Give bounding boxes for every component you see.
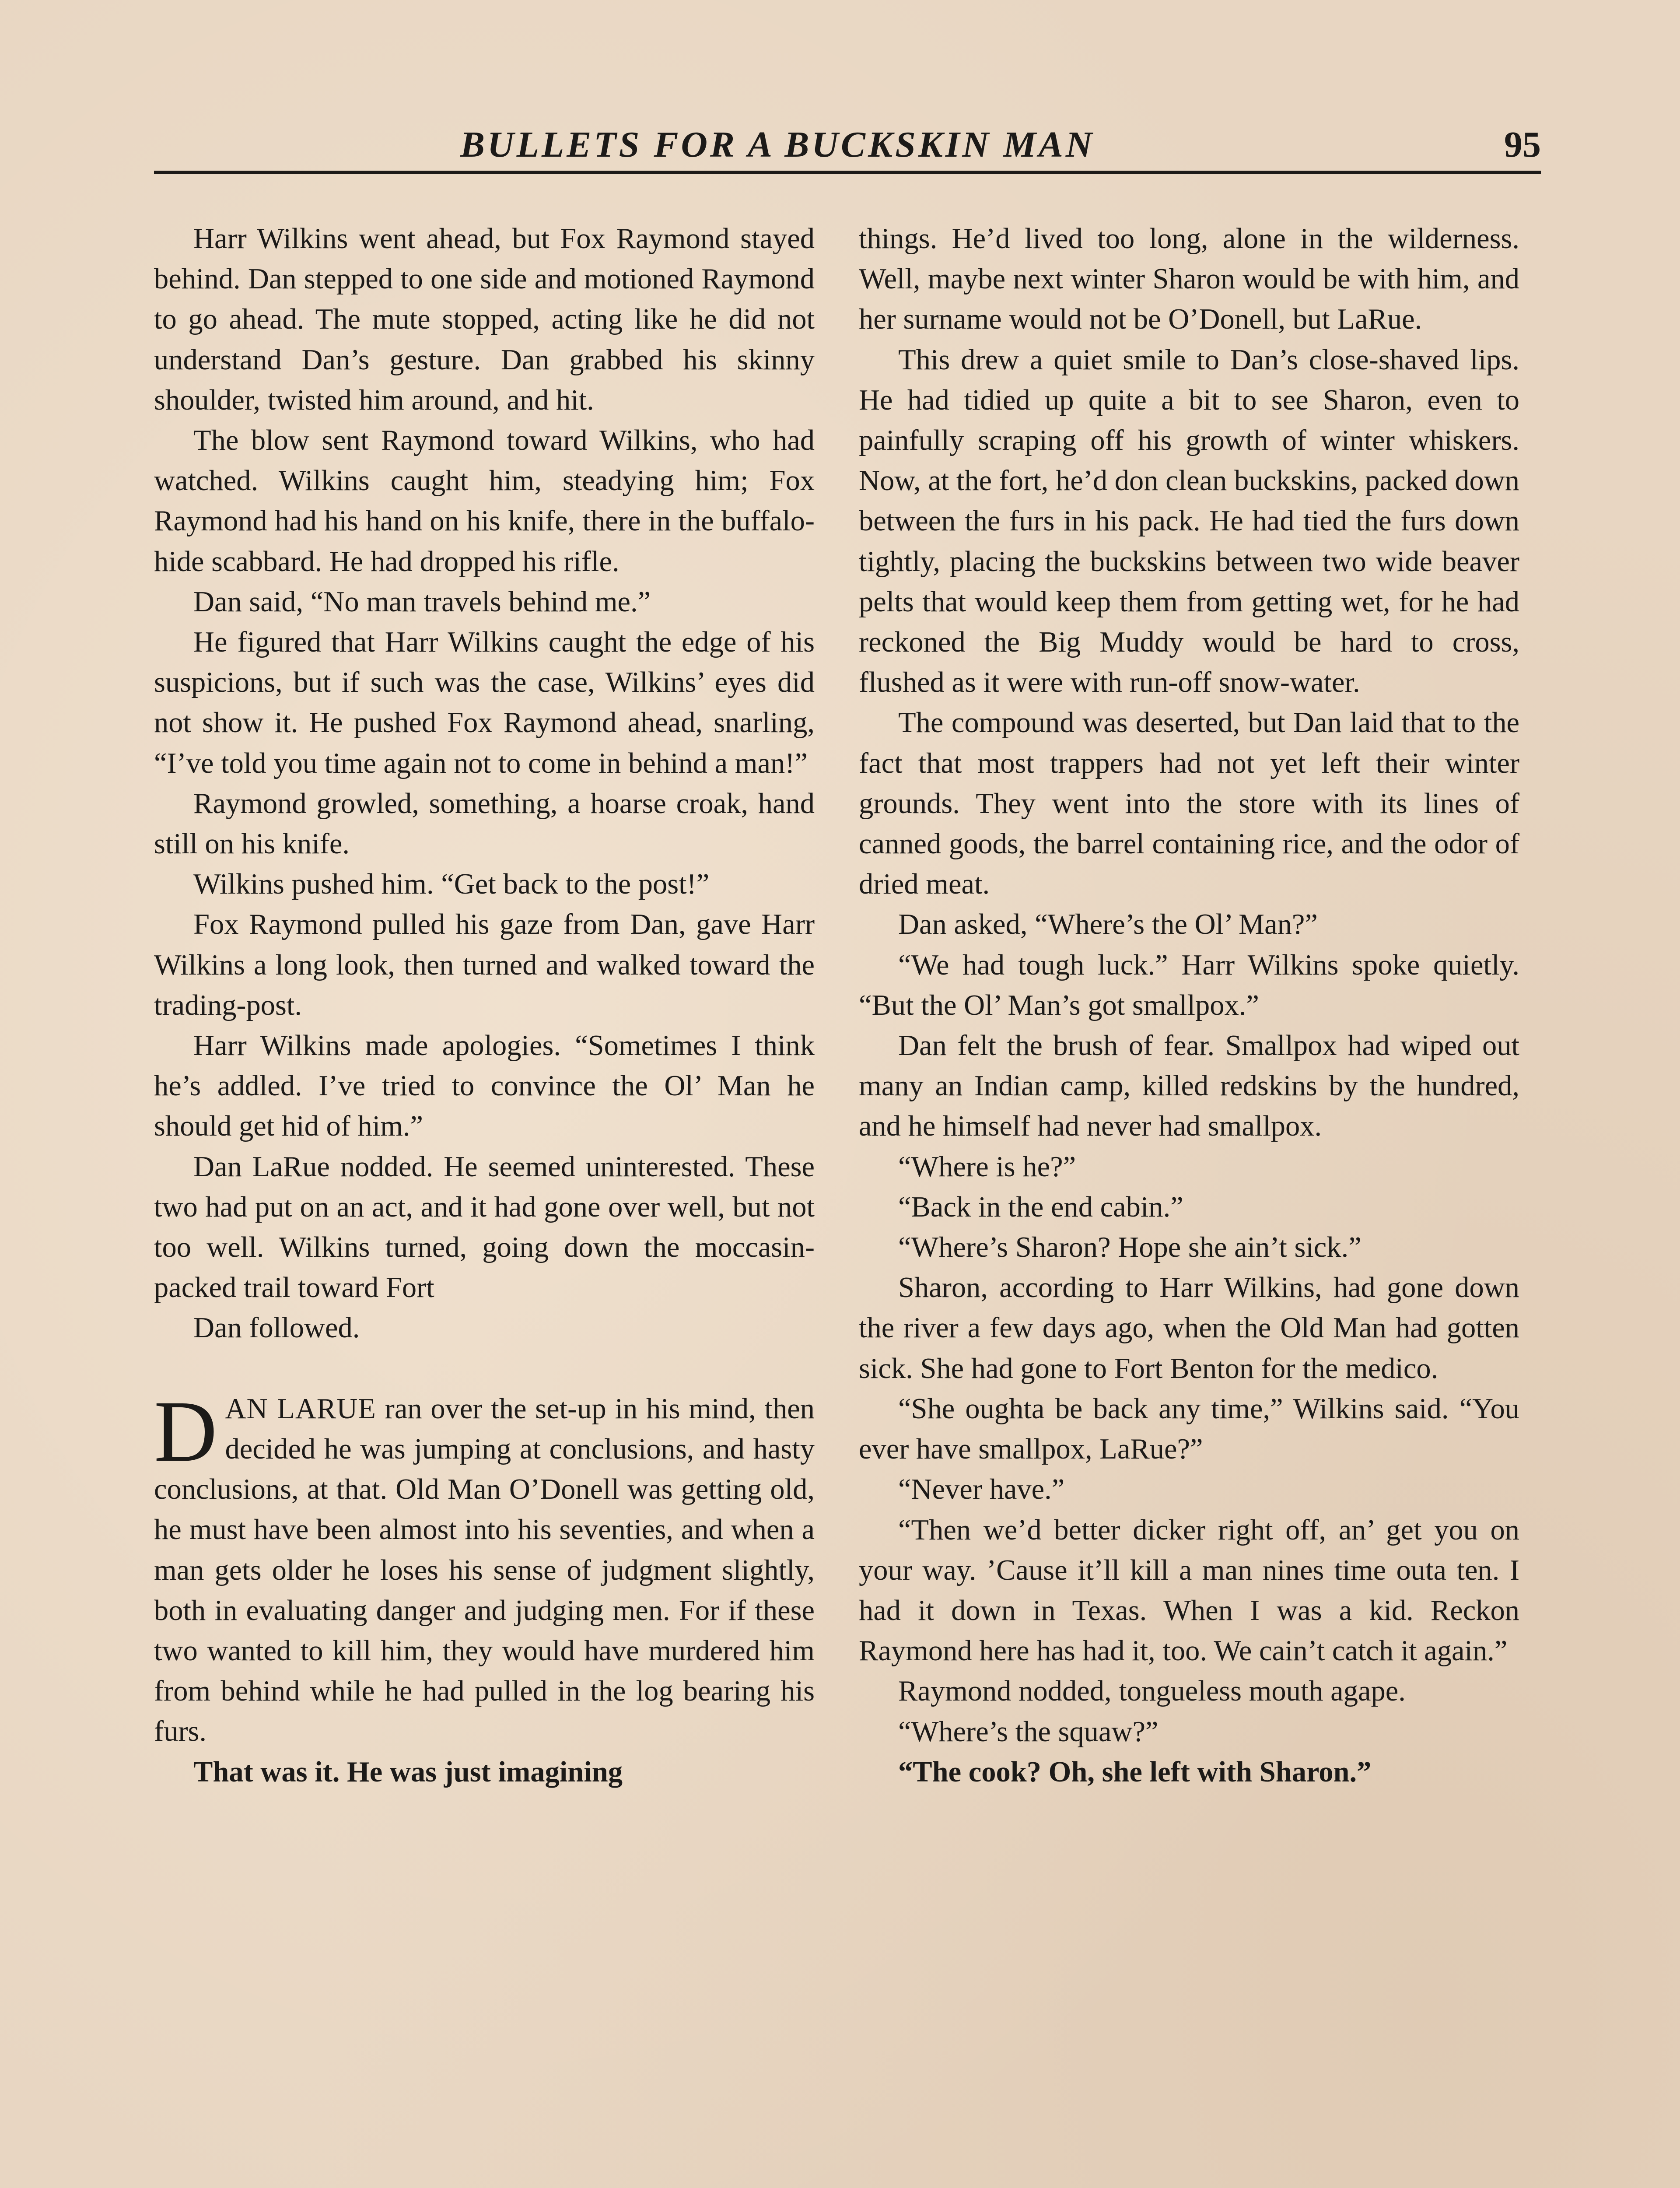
paragraph: “Where’s Sharon? Hope she ain’t sick.” [898,1231,1362,1264]
small-caps-lead: AN LARUE [225,1392,376,1425]
running-title: BULLETS FOR A BUCKSKIN MAN [460,124,1095,165]
paragraph: That was it. He was just imagining [193,1756,623,1788]
section-break [154,1349,815,1389]
header-rule [154,171,1541,174]
paragraph: He figured that Harr Wilkins caught the edge of his suspicions, but if such was the case, Wilkins’ eyes did not show it. He pushed Fox Raymond ahead, snarling, “I’ve told you time again not to come in behind a man!” [154,626,815,779]
paragraph: “Where’s the squaw?” [898,1715,1158,1748]
paragraph: Dan LaRue nodded. He seemed uninterested. These two had put on an act, and it had gone over well, but not too well. Wilkins turned, going down the moccasin-packed trail toward Fort [154,1150,815,1304]
paragraph: The blow sent Raymond toward Wilkins, who had watched. Wilkins caught him, steadying him; Fox Raymond had his hand on his knife, there in the buffalo-hide scabbard. He had dropped his rifle. [154,424,815,578]
page-header [154,123,1541,167]
paragraph: Sharon, according to Harr Wilkins, had gone down the river a few days ago, when the Old Man had gotten sick. She had gone to Fort Benton for the medico. [859,1272,1519,1385]
paragraph: “Never have.” [898,1473,1065,1506]
paragraph: Harr Wilkins went ahead, but Fox Raymond stayed behind. Dan stepped to one side and motioned Raymond to go ahead. The mute stopped, acting like he did not understand Dan’s gesture. Dan grabbed his skinny shoulder, twisted him around, and hit. [154,223,815,416]
paragraph: Dan said, “No man travels behind me.” [193,586,651,618]
paragraph: “Then we’d better dicker right off, an’ get you on your way. ’Cause it’ll kill a man nines time outa ten. I had it down in Texas. When I was a kid. Reckon Raymond here has had it, too. We cain’t catch it again.” [859,1514,1519,1667]
paragraph: Raymond nodded, tongueless mouth agape. [898,1675,1406,1708]
section-opening-paragraph [154,1383,815,1752]
paragraph: “The cook? Oh, she left with Sharon.” [898,1756,1372,1788]
page-number: 95 [1504,124,1541,165]
paragraph: Wilkins pushed him. “Get back to the post!” [193,868,710,901]
paragraph: “Back in the end cabin.” [898,1191,1183,1223]
paragraph: Raymond growled, something, a hoarse croak, hand still on his knife. [154,787,815,860]
paragraph: Fox Raymond pulled his gaze from Dan, gave Harr Wilkins a long look, then turned and walked toward the trading-post. [154,908,815,1021]
paragraph: “She oughta be back any time,” Wilkins said. “You ever have smallpox, LaRue?” [859,1392,1519,1466]
right-column [859,219,1519,1792]
paragraph: This drew a quiet smile to Dan’s close-shaved lips. He had tidied up quite a bit to see Sharon, even to painfully scraping off his growth of winter whiskers. Now, at the fort, he’d don clean buckskins, packed down between the furs in his pack. He had tied the furs down tightly, placing the buckskins between two wide beaver pelts that would keep them from getting wet, for he had reckoned the Big Muddy would be hard to cross, flushed as it were with run-off snow-water. [859,344,1519,699]
paragraph: Harr Wilkins made apologies. “Sometimes I think he’s addled. I’ve tried to convince the Ol’ Man he should get hid of him.” [154,1030,815,1143]
paragraph: “We had tough luck.” Harr Wilkins spoke quietly. “But the Ol’ Man’s got smallpox.” [859,949,1519,1021]
paragraph: The compound was deserted, but Dan laid that to the fact that most trappers had not yet left their winter grounds. They went into the store with its lines of canned goods, the barrel containing rice, and the odor of dried meat. [859,707,1519,901]
paragraph: Dan followed. [193,1312,360,1344]
continued-paragraph: things. He’d lived too long, alone in the wilderness. Well, maybe next winter Sharon would be with him, and her surname would not be O’Donell, but LaRue. [859,223,1519,336]
section-text: ran over the set-up in his mind, then decided he was jumping at conclusions, and hasty conclusions, at that. Old Man O’Donell was getting old, he must have been almost into his seventies, and when a man gets older he loses his sense of judgment slightly, both in evaluating danger and judging men. For if these two wanted to kill him, they would have murdered him from behind while he had pulled in the log bearing his furs. [154,1392,815,1748]
paragraph: Dan felt the brush of fear. Smallpox had wiped out many an Indian camp, killed redskins by the hundred, and he himself had never had smallpox. [859,1030,1519,1143]
left-column [154,219,815,1792]
drop-cap: D [154,1383,217,1480]
paragraph: Dan asked, “Where’s the Ol’ Man?” [898,908,1318,941]
paragraph: “Where is he?” [898,1150,1076,1183]
